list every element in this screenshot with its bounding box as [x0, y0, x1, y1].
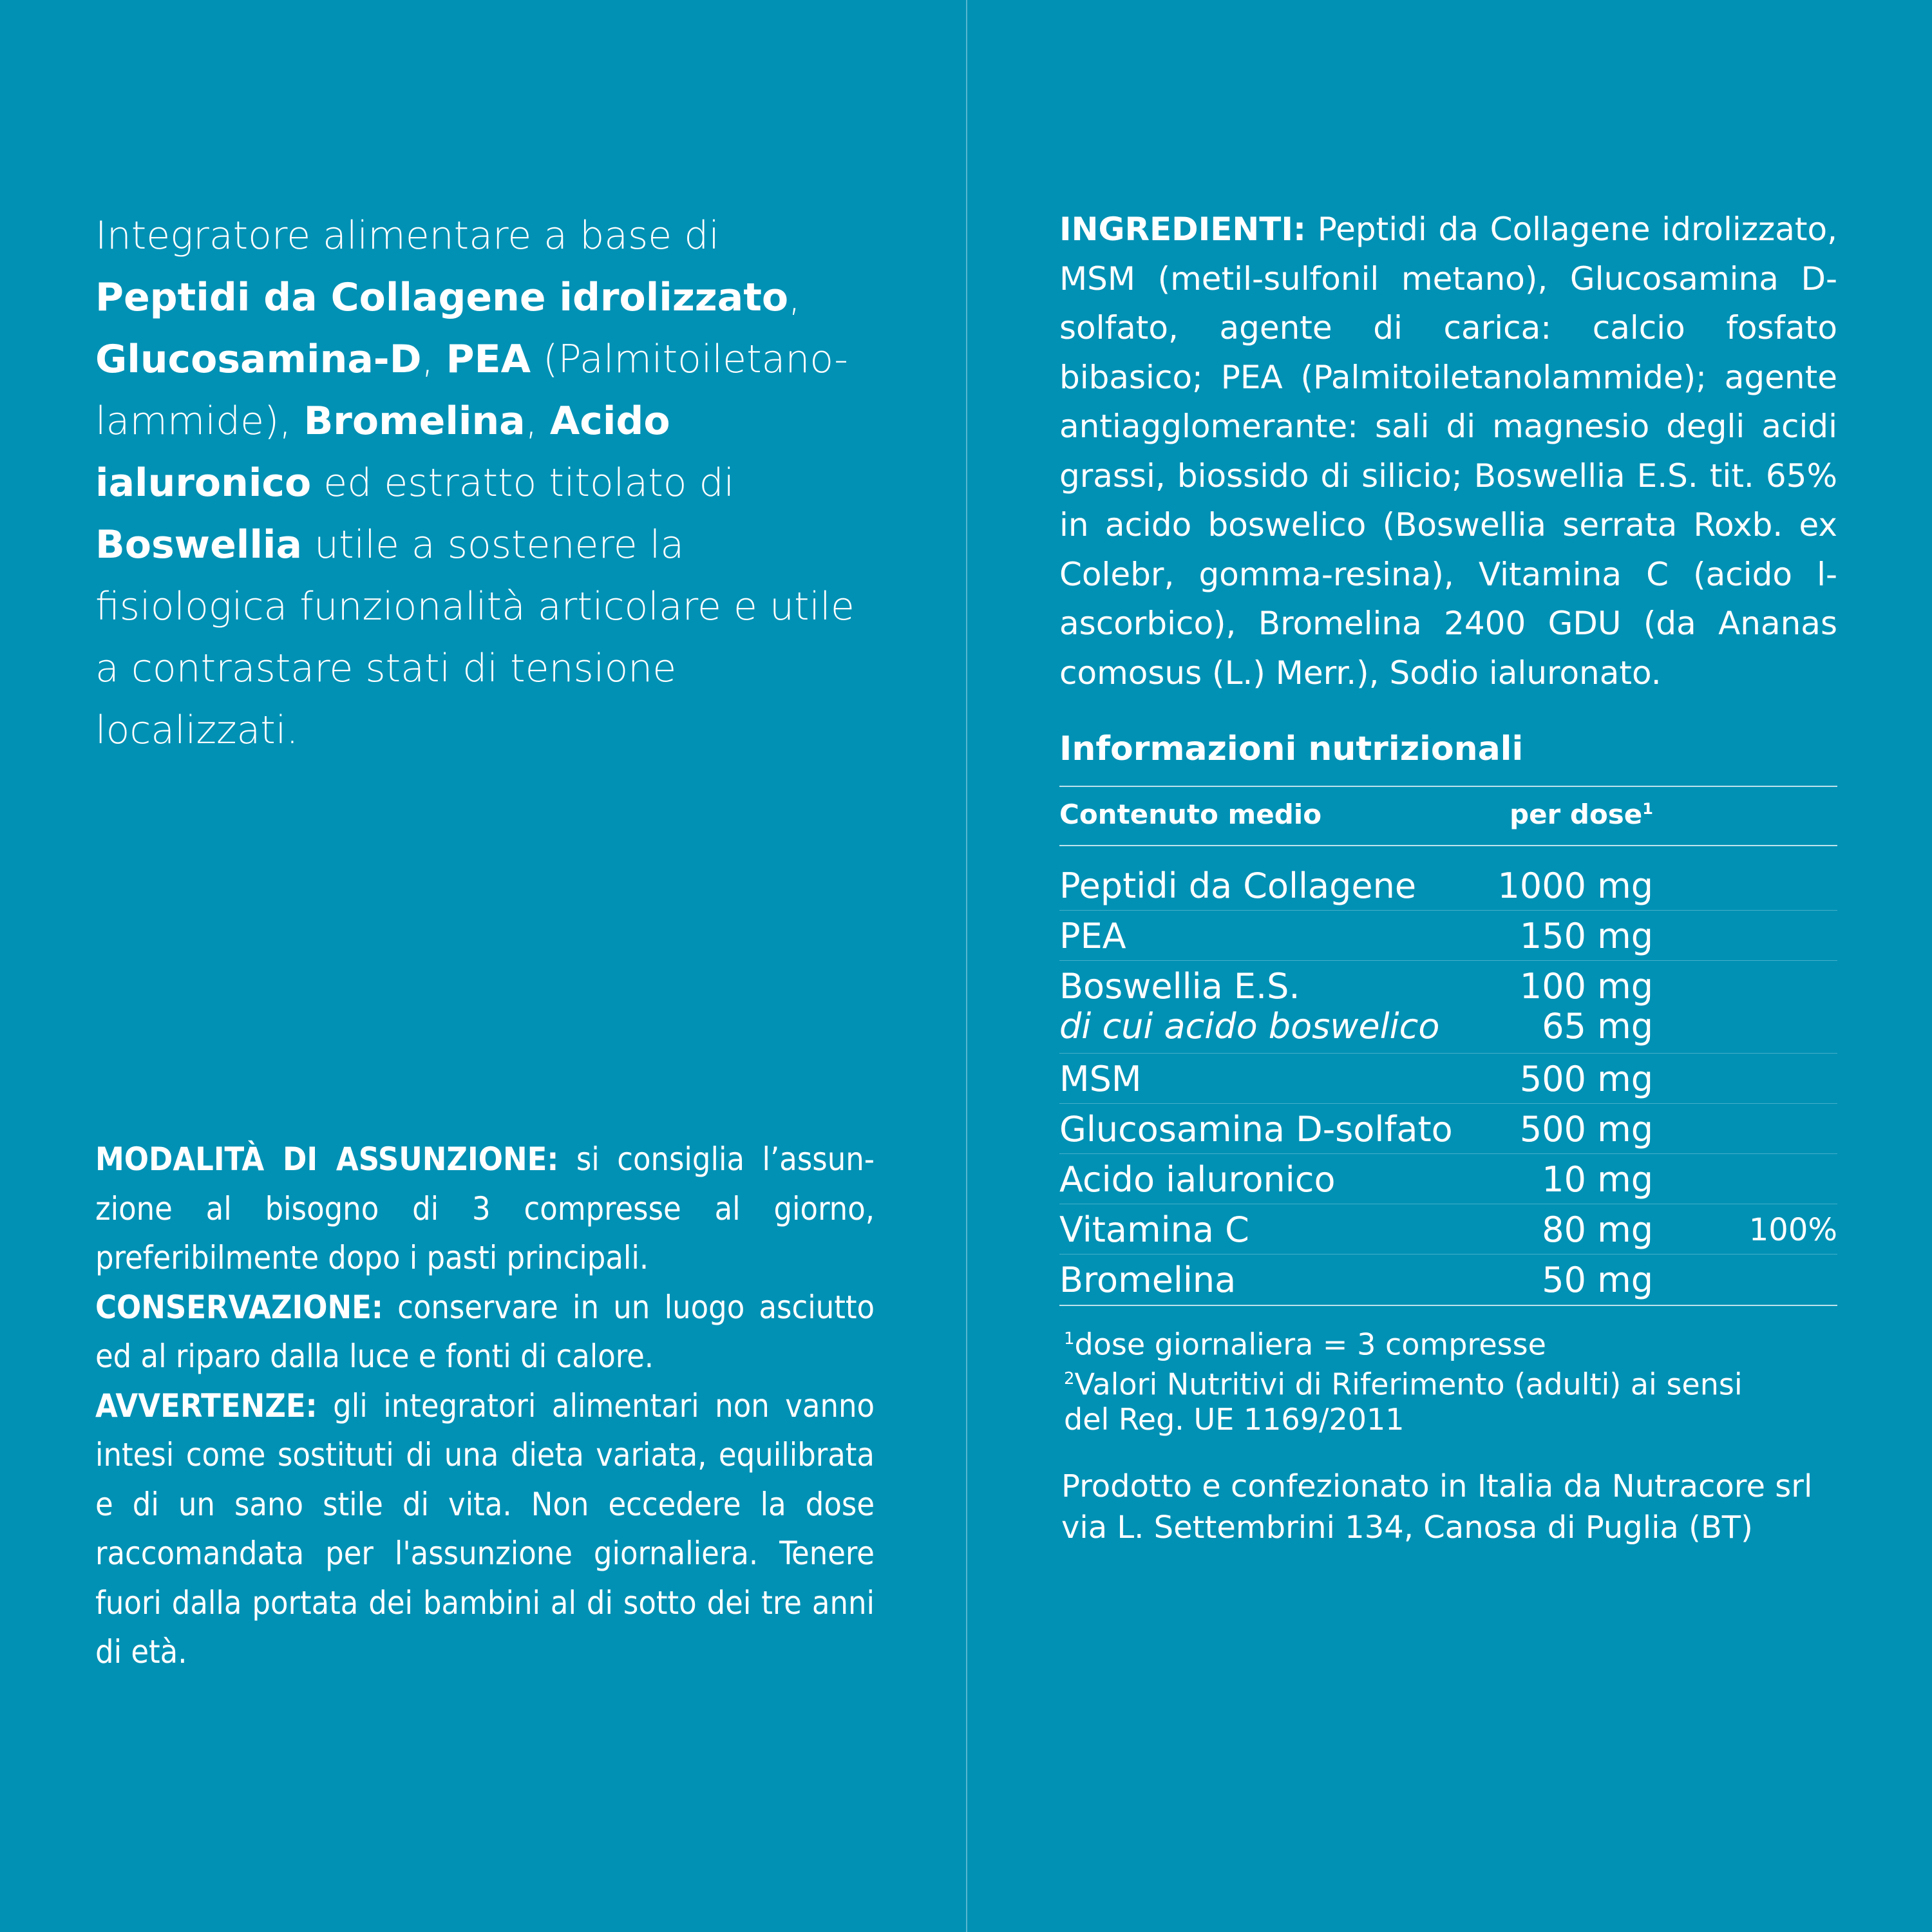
row-name: Bromelina — [1059, 1260, 1236, 1300]
table-row — [1059, 961, 1837, 1054]
footnote-1 — [1064, 1321, 1772, 1361]
intro-bold-bromelain: Bromelina — [303, 399, 526, 444]
ingredients-list — [1059, 205, 1837, 697]
intro-text: Integratore alimentare a base di — [95, 213, 719, 258]
conservazione-label: CONSERVAZIONE: — [95, 1288, 383, 1326]
intro-bold-boswellia: Boswellia — [95, 522, 302, 567]
center-fold-line — [966, 0, 967, 1932]
avvertenze-label: AVVERTENZE: — [95, 1387, 317, 1425]
footnote-2-text: Valori Nutritivi di Riferimento (adulti) ai sensi del Reg. UE 1169/2011 — [1064, 1367, 1743, 1437]
row-qty: 150 mg — [1519, 916, 1653, 956]
row-name: Acido ialuronico — [1059, 1159, 1336, 1200]
footnote-2 — [1064, 1361, 1772, 1436]
header-content: Contenuto medio — [1059, 799, 1322, 830]
intro-bold-hyaluronic: Acido ialuronico — [95, 399, 670, 506]
modalita-label: MODALITÀ DI ASSUNZIONE: — [95, 1141, 559, 1178]
intro-text: (Palmitoiletano-lammide), — [95, 337, 848, 444]
header-dose-label: per dose — [1510, 799, 1643, 830]
intro-bold-glucosamine: Glucosamina-D — [95, 337, 422, 382]
footnote-1-sup: 1 — [1064, 1329, 1075, 1349]
row-qty: 80 mg — [1542, 1209, 1653, 1250]
avvertenze-text: gli integratori alimentari non vanno intesi come sostituti di una dieta variata, equilibrata e di un sano stile di vita. Non eccedere la dose raccomandata per l'assunzione giornaliera. Tenere fuori dalla portata dei bambini al di sotto dei tre anni di età. — [95, 1387, 875, 1671]
nutrition-footnotes — [1064, 1321, 1772, 1437]
header-dose — [1510, 799, 1653, 830]
intro-text: utile a sostenere la fisiologica funzionalità articolare e utile a contrastare stati di tensione localizzati. — [95, 522, 855, 753]
intro-bold-collagen: Peptidi da Collagene idrolizzato — [95, 275, 789, 320]
row-subname: di cui acido boswelico — [1059, 1006, 1440, 1046]
producer-line-1: Prodotto e confezionato in Italia da Nutracore srl — [1061, 1468, 1813, 1504]
table-row — [1059, 911, 1837, 961]
row-qty: 50 mg — [1542, 1260, 1653, 1300]
footnote-1-text: dose giornaliera = 3 compresse — [1074, 1327, 1546, 1362]
row-vnr-percent: 100% — [1748, 1212, 1837, 1248]
row-qty: 100 mg — [1519, 966, 1653, 1007]
avvertenze-paragraph — [95, 1381, 875, 1677]
row-name: Vitamina C — [1059, 1209, 1249, 1250]
table-row — [1059, 1204, 1837, 1255]
product-description — [95, 205, 875, 761]
row-name: PEA — [1059, 916, 1126, 956]
producer-line-2: via L. Settembrini 134, Canosa di Puglia (BT) — [1061, 1510, 1753, 1546]
conservazione-text: conservare in un luogo asciutto ed al riparo dalla luce e fonti di calore. — [95, 1288, 875, 1375]
conservazione-paragraph — [95, 1283, 875, 1381]
row-name: Boswellia E.S. — [1059, 966, 1300, 1007]
table-row — [1059, 1154, 1837, 1204]
row-subqty: 65 mg — [1542, 1006, 1653, 1046]
ingredients-label: INGREDIENTI: — [1059, 211, 1306, 248]
footnote-2-sup: 2 — [1064, 1369, 1075, 1389]
intro-text: , — [525, 399, 550, 444]
row-qty: 10 mg — [1542, 1159, 1653, 1200]
row-qty: 500 mg — [1519, 1109, 1653, 1150]
modalita-text: si consiglia l’assun-zione al bisogno di 3 compresse al giorno, preferibilmente dopo i pasti principali. — [95, 1141, 875, 1276]
row-qty: 500 mg — [1519, 1059, 1653, 1099]
intro-bold-pea: PEA — [446, 337, 531, 382]
row-name: MSM — [1059, 1059, 1142, 1099]
intro-text: ed estratto titolato di — [311, 460, 735, 506]
table-row — [1059, 860, 1837, 911]
row-name: Glucosamina D-solfato — [1059, 1109, 1453, 1150]
header-dose-sup: 1 — [1642, 800, 1653, 818]
row-qty: 1000 mg — [1497, 866, 1653, 906]
intro-text: , — [421, 337, 446, 382]
intro-text: , — [788, 275, 801, 320]
nutrition-table — [1059, 786, 1837, 1306]
nutrition-table-body — [1059, 846, 1837, 1306]
ingredients-text: Peptidi da Collagene idrolizzato, MSM (metil-sulfonil metano), Glucosamina D-solfato, agente di carica: calcio fosfato bibasico; PEA (Palmitoiletanolammide); agente antiagglomerante: sali di magnesio degli acidi grassi, biossido di silicio; Boswellia E.S. tit. 65% in acido boswelico (Boswellia serrata Roxb. ex Colebr, gomma-resina), Vitamina C (acido l-ascorbico), Bromelina 2400 GDU (da Ananas comosus (L.) Merr.), Sodio ialuronato. — [1059, 211, 1837, 692]
usage-instructions — [95, 1135, 875, 1677]
nutrition-title: Informazioni nutrizionali — [1059, 730, 1524, 768]
table-row — [1059, 1255, 1837, 1305]
modalita-paragraph — [95, 1135, 875, 1283]
nutrition-table-header — [1059, 786, 1837, 846]
producer-info — [1061, 1466, 1834, 1548]
table-row — [1059, 1054, 1837, 1104]
row-name: Peptidi da Collagene — [1059, 866, 1417, 906]
table-row — [1059, 1104, 1837, 1154]
